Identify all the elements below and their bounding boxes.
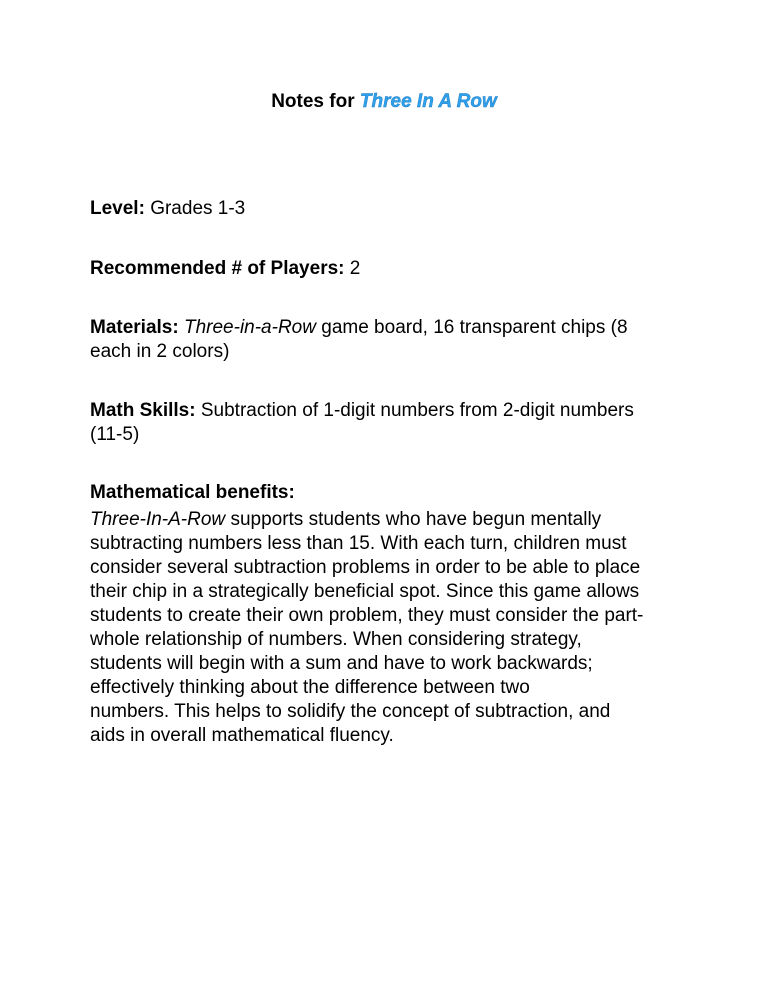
benefits-heading: Mathematical benefits: xyxy=(90,482,295,503)
players-label: Recommended # of Players: xyxy=(90,258,345,279)
materials-line-1 xyxy=(90,316,690,340)
benefits-line: whole relationship of numbers. When considering strategy, xyxy=(90,629,582,650)
benefits-line: numbers. This helps to solidify the concept of subtraction, and xyxy=(90,701,611,722)
title-game-name: Three In A Row xyxy=(359,91,497,112)
benefits-line: their chip in a strategically beneficial spot. Since this game allows xyxy=(90,581,640,602)
benefits-line: effectively thinking about the difference between two xyxy=(90,677,530,698)
title-prefix: Notes for xyxy=(271,91,355,112)
math-skills-line-1 xyxy=(90,399,690,423)
benefits-paragraph xyxy=(90,508,690,748)
materials-game-name: Three-in-a-Row xyxy=(183,317,316,338)
math-skills-text: Subtraction of 1-digit numbers from 2-digit numbers xyxy=(200,400,634,421)
level-value: Grades 1-3 xyxy=(150,198,246,219)
benefits-line: students will begin with a sum and have to work backwards; xyxy=(90,653,593,674)
benefits-line xyxy=(90,508,690,532)
benefits-line: subtracting numbers less than 15. With each turn, children must xyxy=(90,533,627,554)
benefits-line: students to create their own problem, they must consider the part- xyxy=(90,605,644,626)
materials-field xyxy=(90,316,690,364)
players-value: 2 xyxy=(349,258,361,279)
benefits-line: aids in overall mathematical fluency. xyxy=(90,725,394,746)
benefits-lead: Three-In-A-Row xyxy=(90,509,226,530)
math-skills-line-2: (11-5) xyxy=(90,424,140,445)
materials-label: Materials: xyxy=(90,317,179,338)
level-field xyxy=(90,197,690,221)
page-title xyxy=(0,90,768,114)
math-skills-label: Math Skills: xyxy=(90,400,196,421)
benefits-text: supports students who have begun mentally xyxy=(230,509,602,530)
benefits-line: consider several subtraction problems in order to be able to place xyxy=(90,557,641,578)
players-field xyxy=(90,257,690,281)
math-skills-field xyxy=(90,399,690,447)
materials-line-2: each in 2 colors) xyxy=(90,341,230,362)
level-label: Level: xyxy=(90,198,145,219)
materials-text: game board, 16 transparent chips (8 xyxy=(321,317,628,338)
